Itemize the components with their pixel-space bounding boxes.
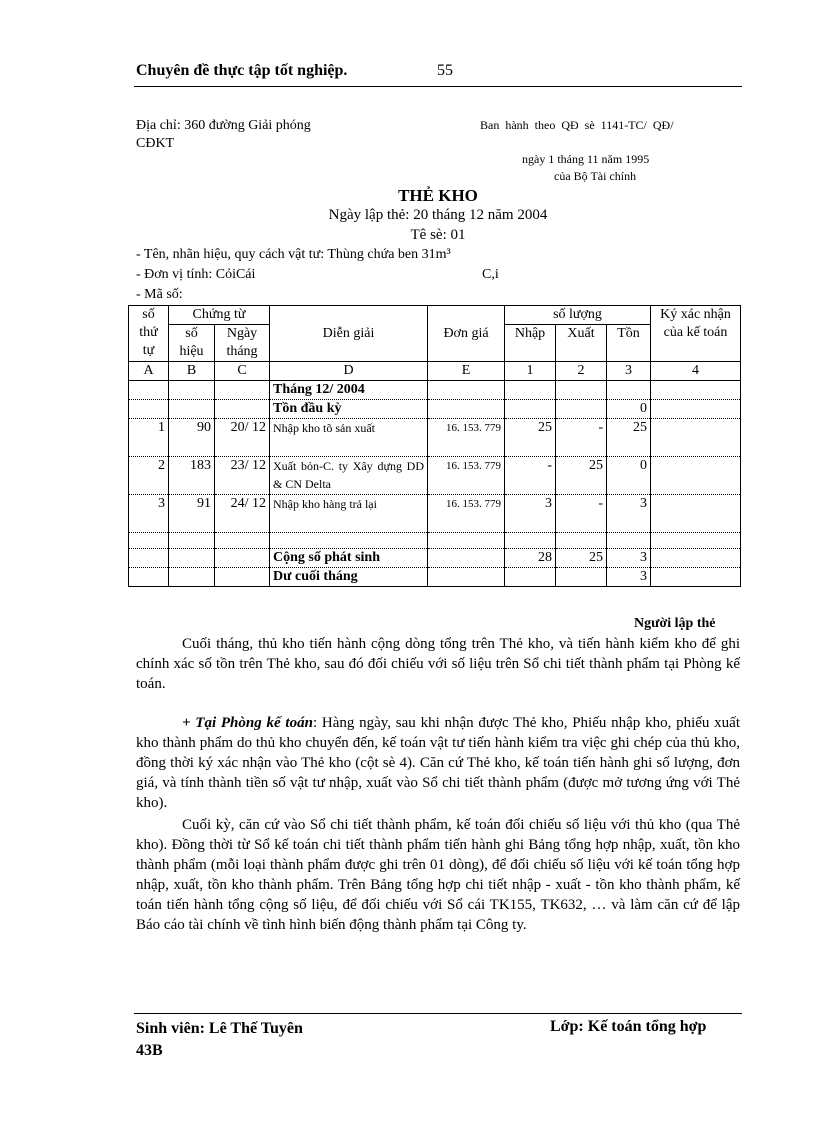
footer-divider <box>134 1013 742 1014</box>
table-row-month <box>129 381 741 400</box>
table-row-total <box>129 549 741 568</box>
total-nhap: 28 <box>505 549 556 568</box>
row-stt: 2 <box>129 457 169 495</box>
row-xuat: - <box>556 419 607 457</box>
header-so-hieu: số hiệu <box>169 325 215 362</box>
code-cell: E <box>428 362 505 381</box>
header-stt: số thứ tự <box>129 306 169 362</box>
header-ky-xac-nhan: Ký xác nhận của kế toán <box>651 306 741 362</box>
card-number: Tê sè: 01 <box>410 227 466 243</box>
paragraph-1: Cuối tháng, thủ kho tiến hành cộng dòng tổng trên Thẻ kho, và tiến hành kiểm kho để ghi chính xác số tồn trên Thẻ kho, sau đó đối chiếu với số liệu trên Sổ chi tiết thành phẩm tại Phòng kế toán. <box>136 636 740 692</box>
card-date: Ngày lập thẻ: 20 tháng 12 năm 2004 <box>328 207 548 223</box>
address-block <box>136 117 311 153</box>
row-nhap: 3 <box>505 495 556 533</box>
header-nhap: Nhập <box>505 325 556 362</box>
row-nhap: - <box>505 457 556 495</box>
decree-line-2: ngày 1 tháng 11 năm 1995 <box>522 152 650 166</box>
card-title: THẺ KHO <box>398 186 478 205</box>
table-row-blank <box>129 533 741 549</box>
row-don-gia: 16. 153. 779 <box>428 419 505 457</box>
row-so-hieu: 91 <box>169 495 215 533</box>
total-label: Cộng số phát sinh <box>270 549 428 568</box>
opening-ton: 0 <box>607 400 651 419</box>
item-name: - Tên, nhãn hiệu, quy cách vật tư: Thùng chứa ben 31m³ <box>136 247 451 262</box>
row-xuat: - <box>556 495 607 533</box>
header-dien-giai: Diễn giải <box>270 306 428 362</box>
closing-label: Dư cuối tháng <box>270 568 428 587</box>
header-ngay-thang: Ngày tháng <box>215 325 270 362</box>
row-ngay: 23/ 12 <box>215 457 270 495</box>
code-cell: 4 <box>651 362 741 381</box>
header-chung-tu: Chứng từ <box>169 306 270 325</box>
table-row <box>129 457 741 495</box>
closing-ton: 3 <box>607 568 651 587</box>
code-line: - Mã số: <box>136 287 183 302</box>
code-cell: C <box>215 362 270 381</box>
paragraph-2-body: : Hàng ngày, sau khi nhận được Thẻ kho, Phiếu nhập kho, phiếu xuất kho thành phẩm do thủ kho chuyển đến, kế toán vật tư tiến hành kiểm tra việc ghi chép của thủ kho, đồng thời ký xác nhận vào Thẻ kho (cột sè 4). Căn cứ Thẻ kho, kế toán tiến hành ghi số lượng, đơn giá, và tính thành tiền số vật tư nhập, xuất vào Sổ chi tiết thành phẩm (được mở tương ứng với Thẻ kho). <box>136 715 740 811</box>
row-ton: 3 <box>607 495 651 533</box>
total-xuat: 25 <box>556 549 607 568</box>
code-cell: B <box>169 362 215 381</box>
code-cell: 1 <box>505 362 556 381</box>
header-divider <box>134 86 742 87</box>
row-ton: 25 <box>607 419 651 457</box>
row-stt: 3 <box>129 495 169 533</box>
header-xuat: Xuất <box>556 325 607 362</box>
row-dien-giai: Nhập kho hàng trả lại <box>270 495 428 533</box>
opening-label: Tồn đầu kỳ <box>270 400 428 419</box>
code-cell: 2 <box>556 362 607 381</box>
header-so-luong: số lượng <box>505 306 651 325</box>
row-xuat: 25 <box>556 457 607 495</box>
row-ngay: 24/ 12 <box>215 495 270 533</box>
table-code-row <box>129 362 741 381</box>
row-ton: 0 <box>607 457 651 495</box>
code-cell: D <box>270 362 428 381</box>
document-header-title: Chuyên đề thực tập tốt nghiệp. <box>136 62 348 79</box>
row-stt: 1 <box>129 419 169 457</box>
row-don-gia: 16. 153. 779 <box>428 495 505 533</box>
row-nhap: 25 <box>505 419 556 457</box>
table-row <box>129 419 741 457</box>
decree-line-3: của Bộ Tài chính <box>554 169 637 183</box>
footer-class-suffix: 43B <box>136 1042 163 1059</box>
page-number: 55 <box>437 62 453 79</box>
paragraph-2 <box>136 713 740 813</box>
signer-label: Người lập thẻ <box>634 616 716 631</box>
row-so-hieu: 90 <box>169 419 215 457</box>
row-ngay: 20/ 12 <box>215 419 270 457</box>
decree-line-1: Ban hành theo QĐ sè 1141-TC/ QĐ/ <box>480 118 674 132</box>
unit-line: - Đơn vị tính: CỏiCái <box>136 267 256 282</box>
footer-class: Lớp: Kế toán tổng hợp <box>550 1018 707 1035</box>
footer-student: Sinh viên: Lê Thế Tuyên <box>136 1020 303 1037</box>
paragraph-2-lead: + Tại Phòng kế toán <box>182 715 313 731</box>
table-row-opening <box>129 400 741 419</box>
total-ton: 3 <box>607 549 651 568</box>
table-header-row-1 <box>129 306 741 325</box>
stock-card-table <box>128 305 741 587</box>
code-cell: A <box>129 362 169 381</box>
code-cell: 3 <box>607 362 651 381</box>
month-label: Tháng 12/ 2004 <box>270 381 428 400</box>
header-ton: Tồn <box>607 325 651 362</box>
footer-student-block <box>136 1018 303 1062</box>
row-so-hieu: 183 <box>169 457 215 495</box>
paragraph-3: Cuối kỳ, căn cứ vào Sổ chi tiết thành phẩm, kế toán đối chiếu số liệu với thủ kho (qua Thẻ kho). Đồng thời từ Sổ kế toán chi tiết thành phẩm tiến hành ghi Bảng tổng hợp nhập, xuất, tồn kho thành phẩm (mỗi loại thành phẩm được ghi trên 01 dòng), để đối chiếu số liệu với kế toán tổng hợp nhập, xuất, tồn kho thành phẩm. Trên Bảng tổng hợp chi tiết nhập - xuất - tồn kho thành phẩm, kế toán tiến hành tổng cộng số liệu, để đối chiếu với Sổ cái TK155, TK632, … và làm căn cứ để lập Báo cáo tài chính về tình hình biến động thành phẩm tại Công ty. <box>136 817 740 933</box>
table-row-closing <box>129 568 741 587</box>
row-dien-giai: Nhập kho tõ sản xuất <box>270 419 428 457</box>
header-don-gia: Đơn giá <box>428 306 505 362</box>
row-don-gia: 16. 153. 779 <box>428 457 505 495</box>
row-dien-giai: Xuất bỏn-C. ty Xây dựng DD & CN Delta <box>270 457 428 495</box>
unit-extra: C,i <box>482 267 499 282</box>
address-line-1: Địa chỉ: 360 đường Giải phóng <box>136 118 311 133</box>
table-row <box>129 495 741 533</box>
address-line-2: CĐKT <box>136 136 175 151</box>
